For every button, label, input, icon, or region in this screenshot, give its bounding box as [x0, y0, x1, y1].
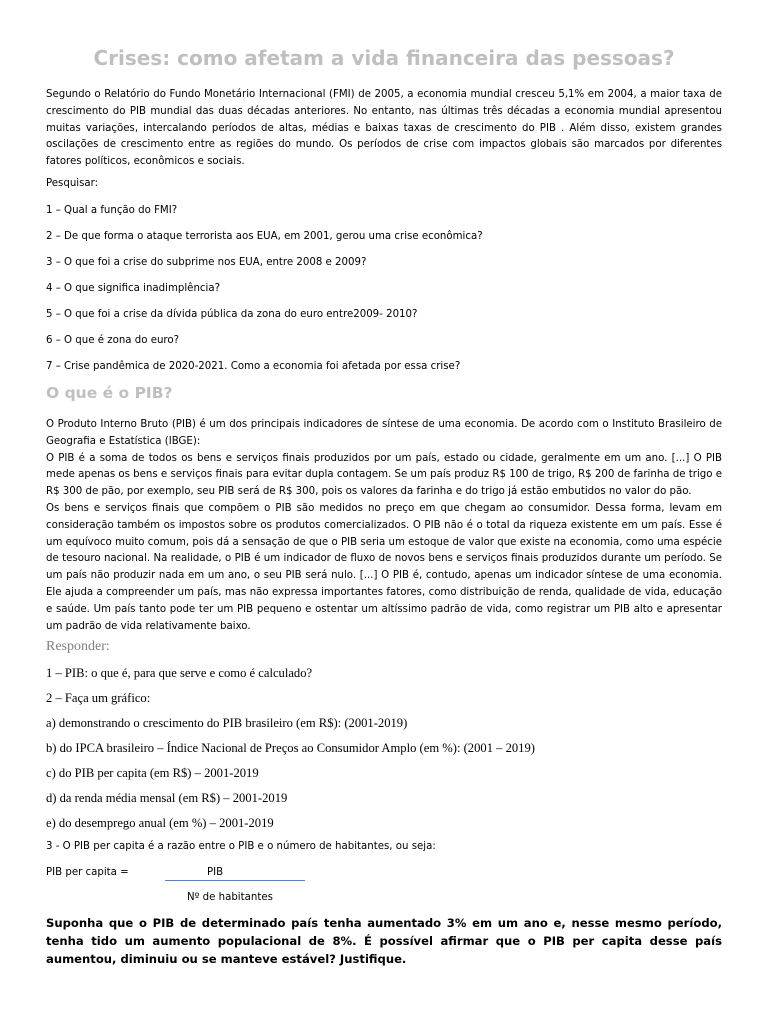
question-2: 2 – De que forma o ataque terrorista aos EUA, em 2001, gerou uma crise econômica?	[46, 231, 483, 242]
formula-lhs: PIB per capita =	[46, 867, 129, 878]
final-question: Suponha que o PIB de determinado país tenha aumentado 3% em um ano e, nesse mesmo período, tenha tido um aumento populacional de 8%. É possível afirmar que o PIB per capita desse país aumentou, diminuiu ou se manteve estável? Justifique.	[46, 916, 722, 966]
responder-item-3: 3 - O PIB per capita é a razão entre o PIB e o número de habitantes, ou seja:	[46, 841, 436, 852]
formula-denominator: Nº de habitantes	[187, 892, 273, 903]
responder-item-1: 1 – PIB: o que é, para que serve e como é calculado?	[46, 666, 313, 680]
fraction-bar	[165, 880, 305, 881]
pesquisar-label: Pesquisar:	[46, 178, 99, 189]
responder-label: Responder:	[46, 639, 110, 654]
responder-item-a: a) demonstrando o crescimento do PIB brasileiro (em R$): (2001-2019)	[46, 716, 408, 730]
question-5: 5 – O que foi a crise da dívida pública da zona do euro entre2009- 2010?	[46, 309, 418, 320]
question-1: 1 – Qual a função do FMI?	[46, 205, 178, 216]
responder-item-e: e) do desemprego anual (em %) – 2001-2019	[46, 816, 274, 830]
intro-paragraph: Segundo o Relatório do Fundo Monetário Internacional (FMI) de 2005, a economia mundial cresceu 5,1% em 2004, a maior taxa de crescimento do PIB mundial das duas décadas anteriores. No entanto, nas últimas três décadas a economia mundial apresentou muitas variações, intercalando períodos de altas, médias e baixas taxas de crescimento do PIB . Além disso, existem grandes oscilações de crescimento entre as regiões do mundo. Os períodos de crise com impactos globais são marcados por diferentes fatores políticos, econômicos e sociais.	[46, 89, 722, 168]
pib-paragraph-2: O PIB é a soma de todos os bens e serviços finais produzidos por um país, estado ou cidade, geralmente em um ano. [...] O PIB mede apenas os bens e serviços finais para evitar dupla contagem. Se um país produz R$ 100 de trigo, R$ 200 de farinha de trigo e R$ 300 de pão, por exemplo, seu PIB será de R$ 300, pois os valores da farinha e do trigo já estão embutidos no valor do pão.	[46, 452, 722, 498]
question-4: 4 – O que significa inadimplência?	[46, 283, 220, 294]
question-6: 6 – O que é zona do euro?	[46, 335, 180, 346]
pib-text-block	[46, 417, 722, 635]
formula-numerator: PIB	[207, 867, 224, 878]
pib-paragraph-3: Os bens e serviços finais que compõem o PIB são medidos no preço em que chegam ao consumidor. Dessa forma, levam em consideração também os impostos sobre os produtos comercializados. O PIB não é o total da riqueza existente em um país. Esse é um equívoco muito comum, pois dá a sensação de que o PIB seria um estoque de valor que existe na economia, como uma espécie de tesouro nacional. Na realidade, o PIB é um indicador de fluxo de novos bens e serviços finais produzidos durante um período. Se um país não produzir nada em um ano, o seu PIB será nulo. [...] O PIB é, contudo, apenas um indicador síntese de uma economia. Ele ajuda a compreender um país, mas não expressa importantes fatores, como distribuição de renda, qualidade de vida, educação e saúde. Um país tanto pode ter um PIB pequeno e ostentar um altíssimo padrão de vida, como registrar um PIB alto e apresentar um padrão de vida relativamente baixo.	[46, 502, 722, 632]
question-7: 7 – Crise pandêmica de 2020-2021. Como a economia foi afetada por essa crise?	[46, 361, 461, 372]
question-3: 3 – O que foi a crise do subprime nos EUA, entre 2008 e 2009?	[46, 257, 367, 268]
section-heading: O que é o PIB?	[46, 384, 173, 402]
responder-item-c: c) do PIB per capita (em R$) – 2001-2019	[46, 766, 259, 780]
responder-item-d: d) da renda média mensal (em R$) – 2001-2019	[46, 791, 288, 805]
responder-item-2: 2 – Faça um gráfico:	[46, 691, 151, 705]
responder-item-b: b) do IPCA brasileiro – Índice Nacional de Preços ao Consumidor Amplo (em %): (2001 – 2019)	[46, 741, 535, 755]
document-title: Crises: como afetam a vida financeira das pessoas?	[93, 46, 675, 70]
pib-paragraph-1: O Produto Interno Bruto (PIB) é um dos principais indicadores de síntese de uma economia. De acordo com o Instituto Brasileiro de Geografia e Estatística (IBGE):	[46, 419, 722, 447]
